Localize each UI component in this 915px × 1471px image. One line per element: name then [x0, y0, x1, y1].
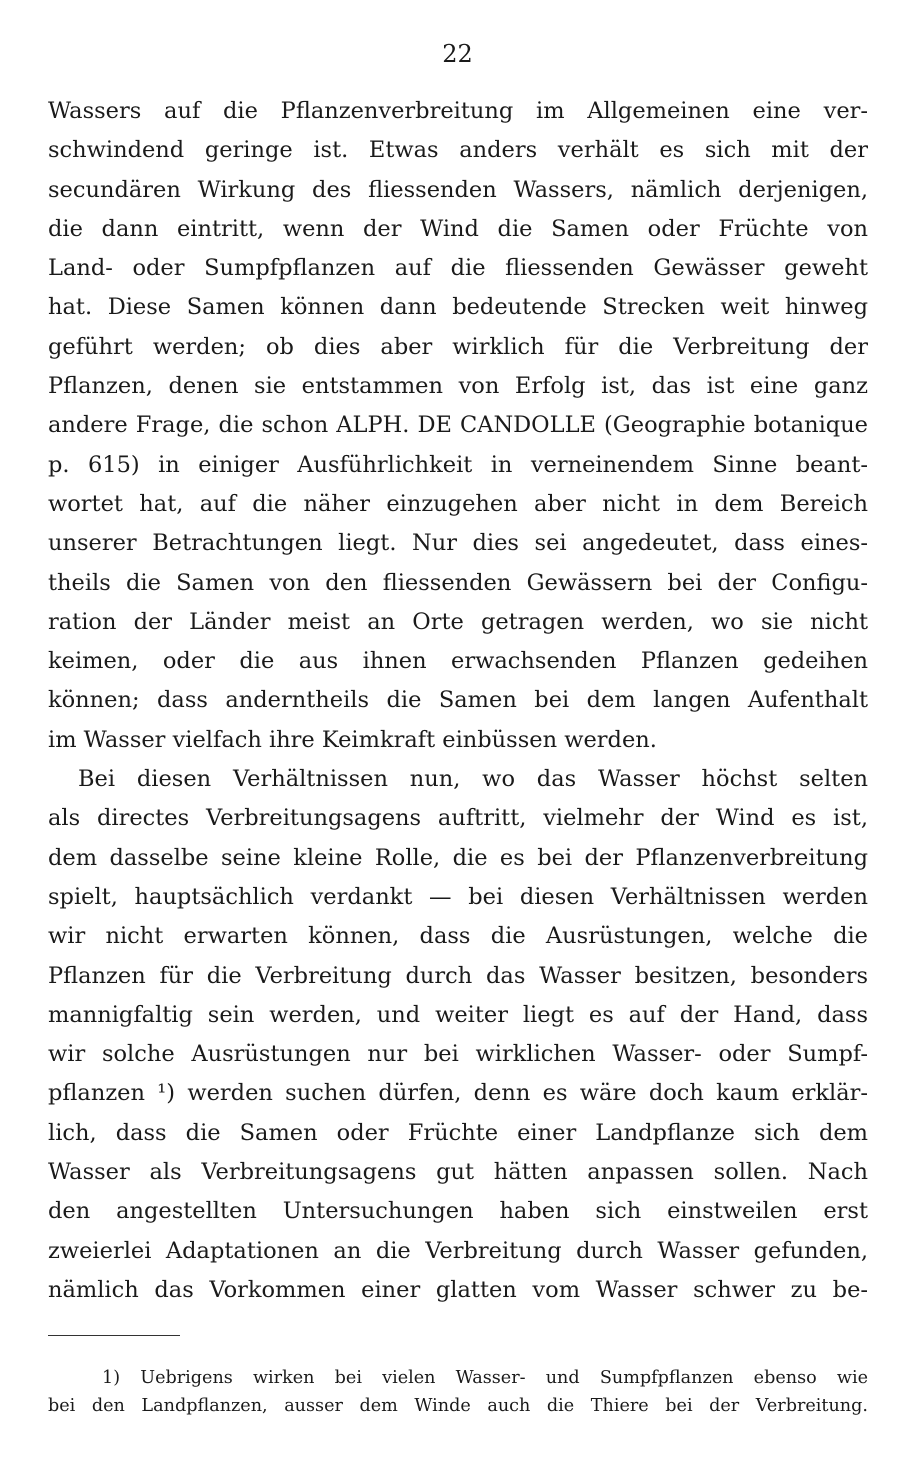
text-line: schwindend geringe ist. Etwas anders verhält es sich mit der [48, 137, 868, 164]
text-line: unserer Betrachtungen liegt. Nur dies sei angedeutet, dass eines- [48, 530, 868, 557]
text-line: lich, dass die Samen oder Früchte einer Landpflanze sich dem [48, 1119, 868, 1146]
footnote-line: 1) Uebrigens wirken bei vielen Wasser- und Sumpfpflanzen ebenso wie [102, 1368, 868, 1388]
paragraph-2 [48, 760, 868, 1310]
text-line: als directes Verbreitungsagens auftritt, vielmehr der Wind es ist, [48, 805, 868, 832]
text-line: p. 615) in einiger Ausführlichkeit in verneinendem Sinne beant- [48, 451, 868, 478]
text-line: Bei diesen Verhältnissen nun, wo das Wasser höchst selten [78, 766, 868, 793]
body-text [48, 92, 868, 1310]
text-line: pflanzen ¹) werden suchen dürfen, denn es wäre doch kaum erklär- [48, 1080, 868, 1107]
text-line: spielt, hauptsächlich verdankt — bei diesen Verhältnissen werden [48, 883, 868, 910]
text-line: den angestellten Untersuchungen haben sich einstweilen erst [48, 1198, 868, 1225]
text-line: wortet hat, auf die näher einzugehen aber nicht in dem Bereich [48, 490, 868, 517]
text-line: dem dasselbe seine kleine Rolle, die es bei der Pflanzenverbreitung [48, 844, 868, 871]
text-line: hat. Diese Samen können dann bedeutende Strecken weit hinweg [48, 294, 868, 321]
text-line: keimen, oder die aus ihnen erwachsenden Pflanzen gedeihen [48, 648, 868, 675]
text-line: Wasser als Verbreitungsagens gut hätten anpassen sollen. Nach [48, 1159, 868, 1186]
text-line: Land- oder Sumpfpflanzen auf die fliessenden Gewässer geweht [48, 255, 868, 282]
text-line: können; dass anderntheils die Samen bei dem langen Aufenthalt [48, 687, 868, 714]
page-number: 22 [442, 40, 473, 68]
text-line: geführt werden; ob dies aber wirklich für die Verbreitung der [48, 333, 868, 360]
text-line: secundären Wirkung des fliessenden Wassers, nämlich derjenigen, [48, 176, 868, 203]
footnotes [48, 1364, 868, 1420]
footnote-line: bei den Landpflanzen, ausser dem Winde auch die Thiere bei der Verbreitung. [48, 1396, 868, 1416]
text-line: ration der Länder meist an Orte getragen werden, wo sie nicht [48, 608, 868, 635]
text-line: die dann eintritt, wenn der Wind die Samen oder Früchte von [48, 215, 868, 242]
text-line: im Wasser vielfach ihre Keimkraft einbüssen werden. [48, 726, 657, 753]
text-line: Wassers auf die Pflanzenverbreitung im Allgemeinen eine ver- [48, 98, 868, 124]
text-line: theils die Samen von den fliessenden Gewässern bei der Configu- [48, 569, 868, 596]
text-line: zweierlei Adaptationen an die Verbreitung durch Wasser gefunden, [48, 1237, 868, 1264]
text-line: mannigfaltig sein werden, und weiter liegt es auf der Hand, dass [48, 1001, 868, 1028]
text-line: Pflanzen für die Verbreitung durch das Wasser besitzen, besonders [48, 962, 868, 989]
text-line: andere Frage, die schon ALPH. DE CANDOLLE (Geographie botanique [48, 412, 868, 439]
text-line: wir nicht erwarten können, dass die Ausrüstungen, welche die [48, 923, 868, 950]
text-line: wir solche Ausrüstungen nur bei wirklichen Wasser- oder Sumpf- [48, 1041, 868, 1068]
text-line: nämlich das Vorkommen einer glatten vom Wasser schwer zu be- [48, 1276, 868, 1303]
footnote-divider [48, 1335, 180, 1336]
text-line: Pflanzen, denen sie entstammen von Erfolg ist, das ist eine ganz [48, 373, 868, 400]
paragraph-1 [48, 92, 868, 760]
